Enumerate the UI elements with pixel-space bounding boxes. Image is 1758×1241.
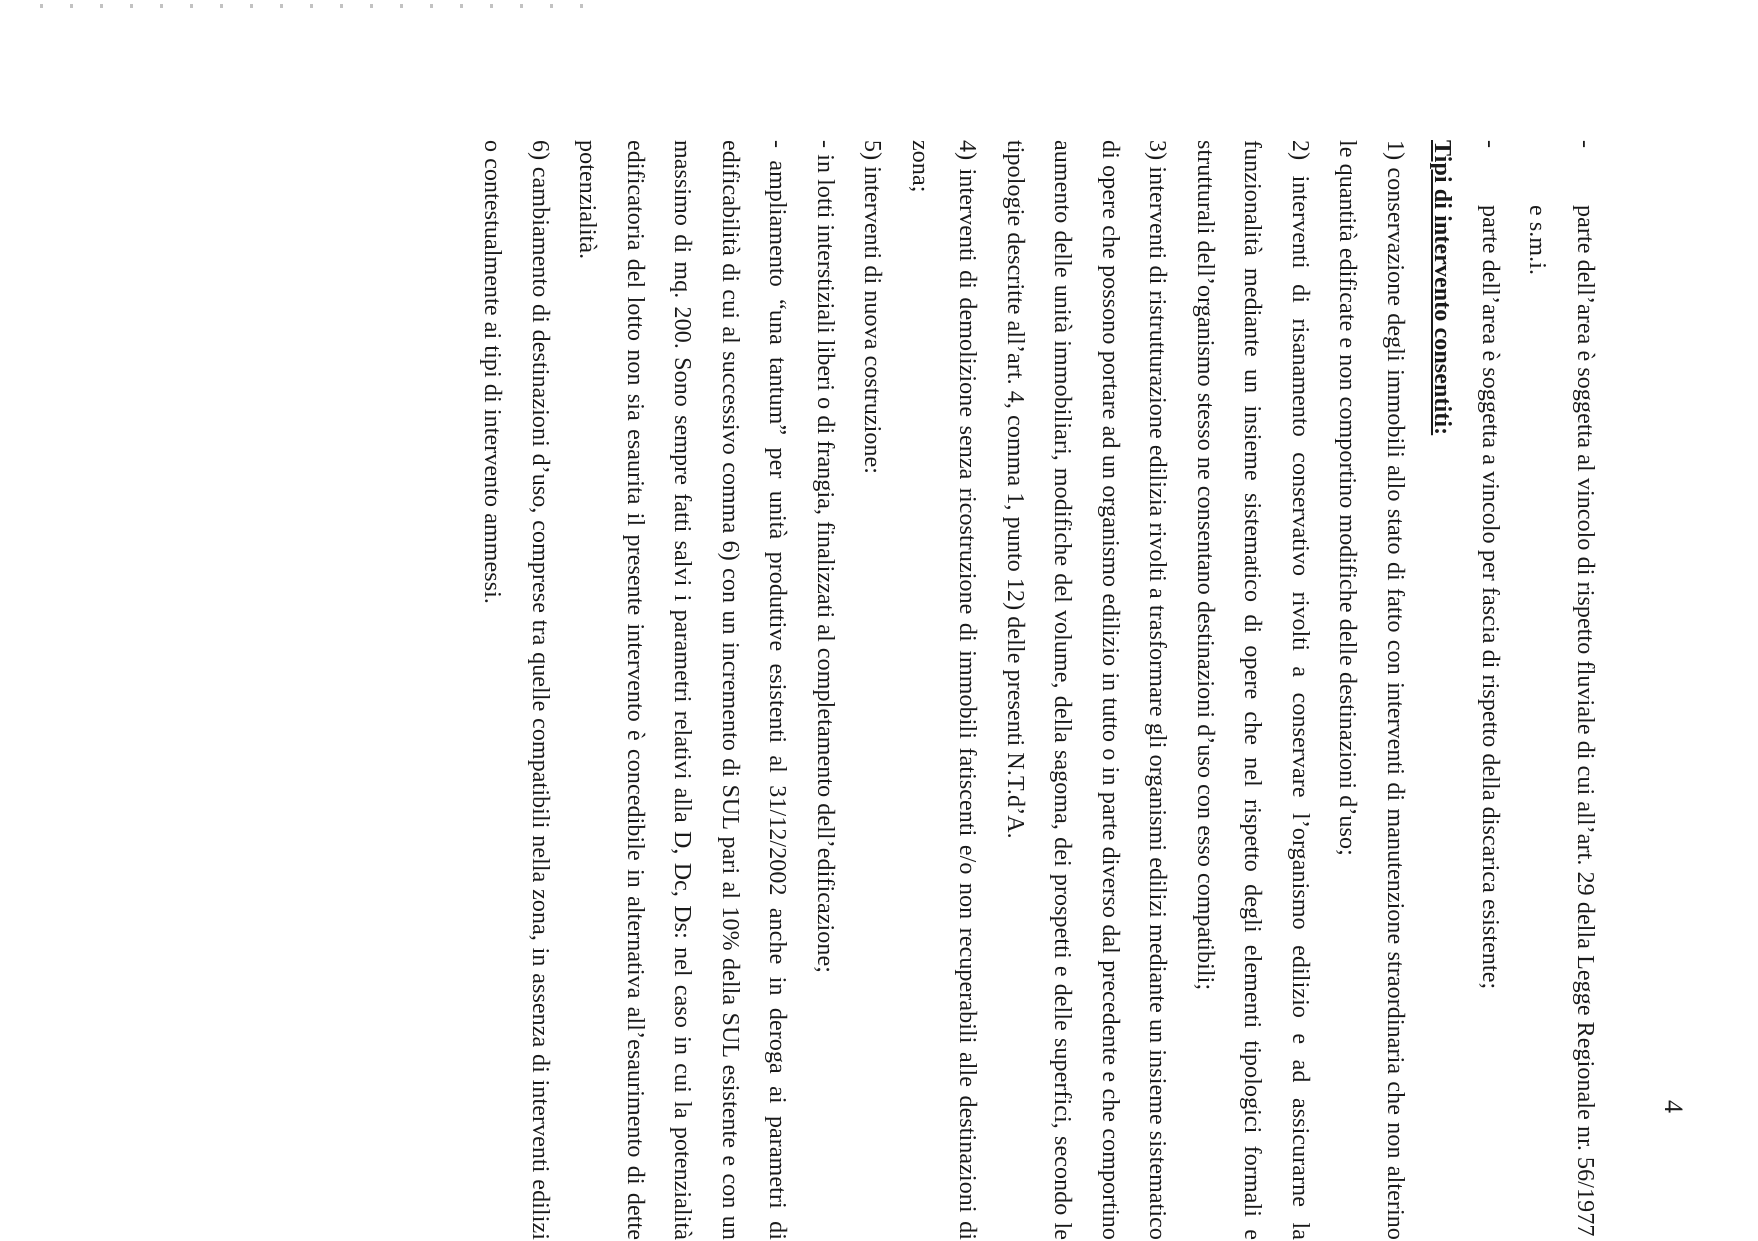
paragraph: 6) cambiamento di destinazioni d’uso, comprese tra quelle compatibili nella zona, in assenza di interventi edilizi o contestualmente ai tipi di intervento ammessi. (479, 140, 553, 1240)
bullet-dash: - (1572, 140, 1598, 149)
paragraph: 4) interventi di demolizione senza ricostruzione di immobili fatiscenti e/o non recuperabili alle destinazioni di zona; (907, 140, 981, 1240)
section-heading: Tipi di intervento consentiti: (1429, 140, 1456, 436)
paragraph: - in lotti interstiziali liberi o di frangia, finalizzati al completamento dell’edificazione; (812, 140, 838, 973)
bullet-item (1513, 140, 1608, 1240)
paragraph: - ampliamento “una tantum” per unità produttive esistenti al 31/12/2002 anche in deroga ai parametri di edificabilità di cui al successivo comma 6) con un incremento di SUL pari al 10% della SUL esistente e con un massimo di mq. 200. Sono sempre fatti salvi i parametri relativi alla D, Dc, Ds: nel caso in cui la potenzialità edificatoria del lotto non sia esaurita il presente intervento è concedibile in alternativa all’esaurimento di dette potenzialità. (574, 140, 791, 1240)
bullet-text: parte dell’area è soggetta a vincolo per fascia di rispetto della discarica esistente; (1477, 205, 1503, 990)
paragraph: 5) interventi di nuova costruzione: (859, 140, 886, 475)
paragraph: 3) interventi di ristrutturazione edilizia rivolti a trasformare gli organismi edilizi mediante un insieme sistematico di opere che possono portare ad un organismo edilizio in tutto o in parte diverso dal precedente e che comportino aumento delle unità immobiliari, modifiche del volume, della sagoma, dei prospetti e delle superfici, secondo le tipologie descritte all’art. 4, comma 1, punto 12) delle presenti N.T.d’A. (1002, 140, 1171, 1240)
paragraph: 1) conservazione degli immobili allo stato di fatto con interventi di manutenzione straordinaria che non alterino le quantità edificate e non comportino modifiche delle destinazioni d’uso; (1334, 140, 1408, 1240)
bullet-dash: - (1477, 140, 1503, 149)
page-number: 4 (1659, 1100, 1688, 1113)
paragraph: 2) interventi di risanamento conservativo rivolti a conservare l’organismo edilizio e ad assicurarne la funzionalità mediante un insieme sistematico di opere che nel rispetto degli elementi tipologici formali e strutturali dell’organismo stesso ne consentano destinazioni d’uso con esso compatibili; (1192, 140, 1313, 1240)
document-body (468, 140, 1608, 1240)
bullet-text: parte dell’area è soggetta al vincolo di rispetto fluviale di cui all’art. 29 della Legge Regionale nr. 56/1977 e s.m.i. (1524, 205, 1598, 1237)
bullet-item (1466, 140, 1514, 1240)
